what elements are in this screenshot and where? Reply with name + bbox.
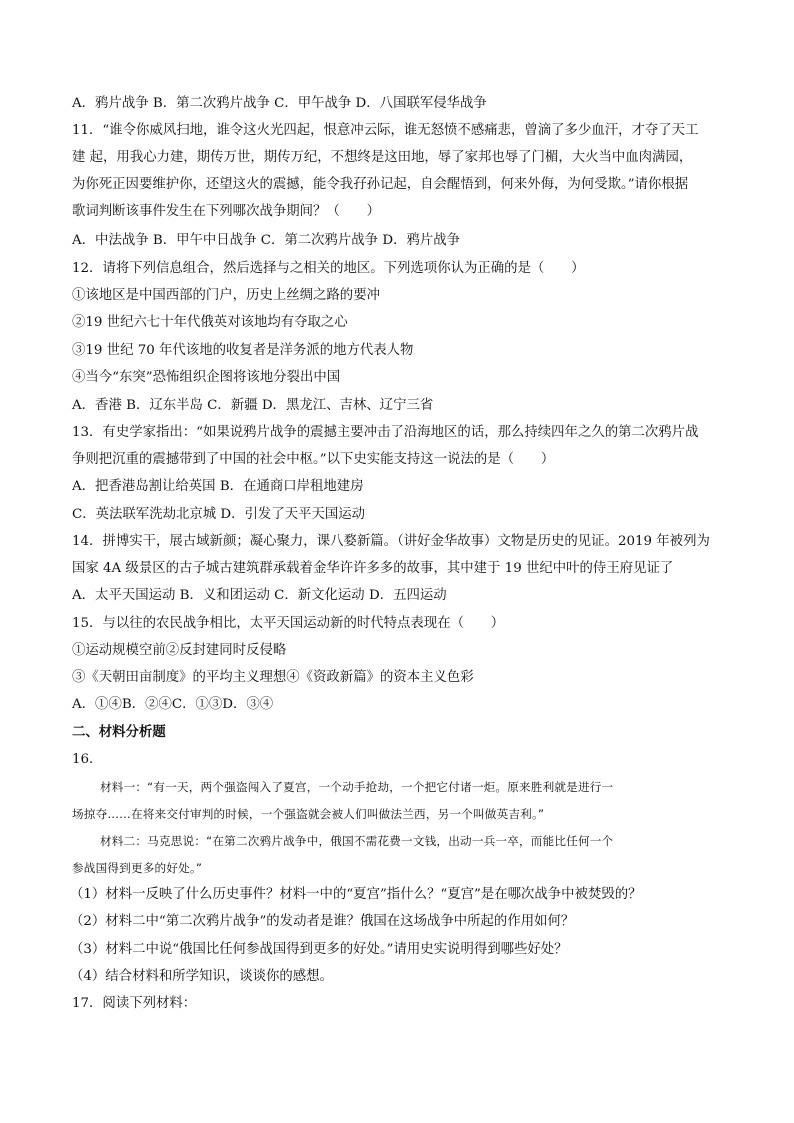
q15-item-3-4: ③《天朝田亩制度》的平均主义理想④《资政新篇》的资本主义色彩: [72, 670, 474, 685]
q11-stem-line-4: 歌词判断该事件发生在下列哪次战争期间？（ ）: [72, 204, 380, 219]
q16-sub-question-1: （1）材料一反映了什么历史事件？材料一中的“夏宫”指什么？“夏宫”是在哪次战争中被焚毁的？: [70, 887, 642, 902]
section-heading-material-analysis: 二、材料分析题: [72, 724, 166, 740]
q13-options-cd: C．英法联军洗劫北京城 D．引发了天平天国运动: [72, 507, 366, 522]
q11-stem-line-3: 为你死正因要维护你，还望这火的震撼，能令我孖孙记起，自会醒悟到，何来外侮，为何受欺。”请你根据: [72, 177, 689, 192]
q14-options: A．太平天国运动 B．义和团运动 C．新文化运动 D．五四运动: [72, 588, 447, 603]
q11-stem-line-1: 11．“谁令你威风扫地，谁令这火光四起，恨意冲云际，谁无怒愤不感痛悲，曾滴了多少血汗，才夺了天工: [72, 123, 699, 138]
q12-item-1: ①该地区是中国西部的门户，历史上丝绸之路的要冲: [72, 288, 380, 303]
q16-sub-question-3: （3）材料二中说“俄国比任何参战国得到更多的好处。”请用史实说明得到哪些好处？: [70, 942, 568, 957]
q11-stem-line-2: 建 起，用我心力建，期传万世，期传万纪，不想终是这田地，辱了家邦也辱了门楣，大火当中血肉满园，: [72, 150, 693, 165]
q17-stem: 17．阅读下列材料：: [72, 996, 197, 1011]
q12-options: A．香港 B．辽东半岛 C．新疆 D．黑龙江、吉林、辽宁三省: [72, 398, 434, 413]
q16-sub-question-2: （2）材料二中“第二次鸦片战争”的发动者是谁？俄国在这场战争中所起的作用如何？: [70, 914, 575, 929]
q12-item-2: ②19 世纪六七十年代俄英对该地均有夺取之心: [72, 315, 348, 330]
q12-stem: 12．请将下列信息组合，然后选择与之相关的地区。下列选项你认为正确的是（ ）: [72, 261, 585, 276]
q16-material-1-line-2: 场掠夺……在将来交付审判的时候，一个强盗就会被人们叫做法兰西，另一个叫做英吉利。”: [72, 807, 545, 821]
q16-material-1-line-1: 材料一：“有一天，两个强盗闯入了夏宫，一个动手抢劫，一个把它付诸一炬。原来胜利就是进行一: [100, 780, 614, 794]
q14-stem-line-2: 国家 4A 级景区的古子城古建筑群承载着金华许许多多的故事，其中建于 19 世纪中叶的侍王府见证了: [72, 561, 674, 576]
q16-material-2-line-1: 材料二：马克思说：“在第二次鸦片战争中，俄国不需花费一文钱，出动一兵一卒，而能比任何一个: [100, 834, 614, 848]
q13-options-ab: A．把香港岛割让给英国 B．在通商口岸租地建房: [72, 479, 364, 494]
q13-stem-line-2: 争则把沉重的震撼带到了中国的社会中枢。”以下史实能支持这一说法的是（ ）: [72, 452, 555, 467]
q13-stem-line-1: 13．有史学家指出：“如果说鸦片战争的震撼主要冲击了沿海地区的话，那么持续四年之久的第二次鸦片战: [72, 425, 699, 440]
q15-options: A．①④B．②④C．①③D．③④: [72, 697, 274, 712]
q15-item-1-2: ①运动规模空前②反封建同时反侵略: [72, 643, 287, 658]
q16-number: 16．: [72, 752, 103, 767]
q16-material-2-line-2: 参战国得到更多的好处。”: [72, 861, 203, 875]
q15-stem: 15．与以往的农民战争相比，太平天国运动新的时代特点表现在（ ）: [72, 616, 505, 631]
q11-options: A．中法战争 B．甲午中日战争 C．第二次鸦片战争 D．鸦片战争: [72, 233, 461, 248]
q14-stem-line-1: 14．拼博实干，展古域新颜；凝心聚力，课八婺新篇。（讲好金华故事）文物是历史的见证。2019 年被列为: [72, 534, 710, 549]
q12-item-3: ③19 世纪 70 年代该地的收复者是洋务派的地方代表人物: [72, 343, 414, 358]
q12-item-4: ④当今“东突”恐怖组织企图将该地分裂出中国: [72, 370, 341, 385]
q10-options: A．鸦片战争 B．第二次鸦片战争 C．甲午战争 D．八国联军侵华战争: [72, 96, 487, 111]
q16-sub-question-4: （4）结合材料和所学知识，谈谈你的感想。: [70, 969, 333, 984]
